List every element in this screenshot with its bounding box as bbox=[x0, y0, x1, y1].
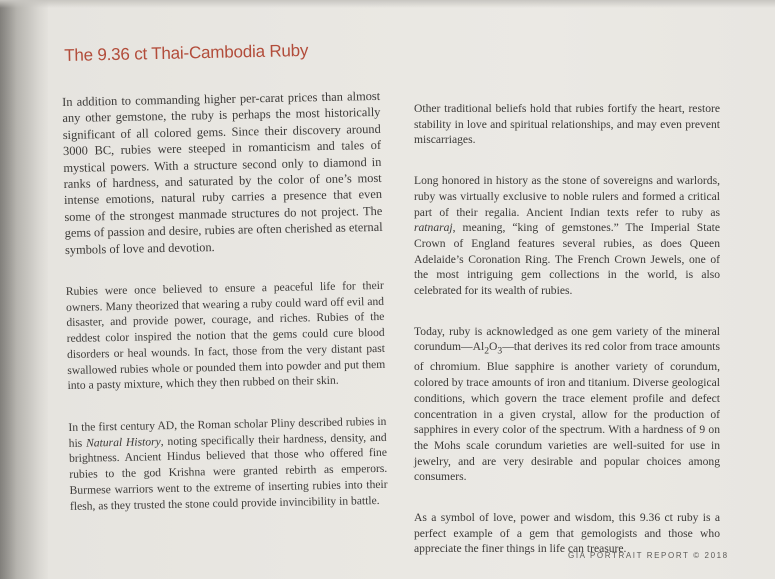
paragraph-ruby-significance: In addition to commanding higher per-carat prices than almost any other gemstone, the ruby is perhaps the most historically significant of all colored gems. Since their discovery around 3000 BC, rubies were steeped in romanticism and tales of mystical powers. With a structure second only to diamond in ranks of hardness, and saturated by the color of one’s most intense emotions, natural ruby carries a presence that even some of the strongest manmade structures do not project. The gems of passion and desire, rubies are often cherished as eternal symbols of love and devotion. bbox=[62, 88, 383, 257]
page-title: The 9.36 ct Thai-Cambodia Ruby bbox=[64, 40, 309, 65]
page-footer: GIA PORTRAIT REPORT © 2018 bbox=[568, 551, 729, 560]
right-column bbox=[414, 101, 720, 579]
paragraph-ruby-beliefs: Rubies were once believed to ensure a peaceful life for their owners. Many theorized that wearing a ruby could ward off evil and disaster, and provide power, courage, and riches. Rubies of the reddest color inspired the notion that the gems could cure blood disorders or heal wounds. In fact, those from the very distant past swallowed rubies whole or pounded them into powder and put them into a pasty mixture, which they then rubbed on their skin. bbox=[65, 278, 386, 393]
subscript-3: 3 bbox=[497, 345, 503, 357]
left-column bbox=[62, 88, 389, 540]
paragraph-corundum bbox=[414, 324, 720, 485]
text-segment: In the first century AD, the Roman scholar Pliny described rubies in his bbox=[68, 414, 387, 450]
term-ratnaraj: ratnaraj bbox=[414, 221, 453, 235]
book-title-natural-history: Natural History bbox=[85, 434, 161, 450]
paragraph-sovereigns bbox=[414, 173, 720, 299]
paragraph-traditional-beliefs: Other traditional beliefs hold that rubies fortify the heart, restore stability in love and spiritual relationships, and may even prevent miscarriages. bbox=[414, 102, 720, 147]
text-segment: Today, ruby is acknowledged as one gem variety of the mineral corundum—Al bbox=[414, 324, 720, 354]
paragraph-symbol-of-love: As a symbol of love, power and wisdom, this 9.36 ct ruby is a perfect example of a gem that gemologists and those who appreciate the finer things in life can treasure. bbox=[414, 511, 720, 556]
page-top-edge bbox=[0, 0, 775, 8]
book-binding-shadow bbox=[0, 0, 48, 579]
text-segment: —that derives its red color from trace amounts of chromium. Blue sapphire is another variety of corundum, colored by trace amounts of iron and titanium. Diverse geological conditions, which govern the trace element profile and defect concentration in a given crystal, allow for the production of sapphires in every color of the spectrum. With a hardness of 9 on the Mohs scale corundum varieties are well-suited for use in jewelry, and are very desirable and popular choices among consumers. bbox=[414, 340, 720, 484]
subscript-2: 2 bbox=[484, 345, 490, 357]
paragraph-pliny-history bbox=[68, 414, 388, 514]
text-segment: O bbox=[489, 340, 498, 354]
text-segment: , meaning, “king of gemstones.” The Imperial State Crown of England features several rubies, as does Queen Adelaide’s Coronation Ring. The French Crown Jewels, one of the most intriguing gem collections in the world, is also celebrated for its wealth of rubies. bbox=[414, 221, 720, 298]
text-segment: , noting specifically their hardness, density, and brightness. Ancient Hindus believed that those who offered fine rubies to the god Krishna were granted rebirth as emperors. Burmese warriors went to the extreme of inserting rubies into their flesh, as they trusted the stone could provide invincibility in battle. bbox=[68, 430, 388, 513]
text-segment: Long honored in history as the stone of sovereigns and warlords, ruby was virtually exclusive to noble rulers and formed a critical part of their regalia. Ancient Indian texts refer to ruby as bbox=[414, 174, 720, 219]
